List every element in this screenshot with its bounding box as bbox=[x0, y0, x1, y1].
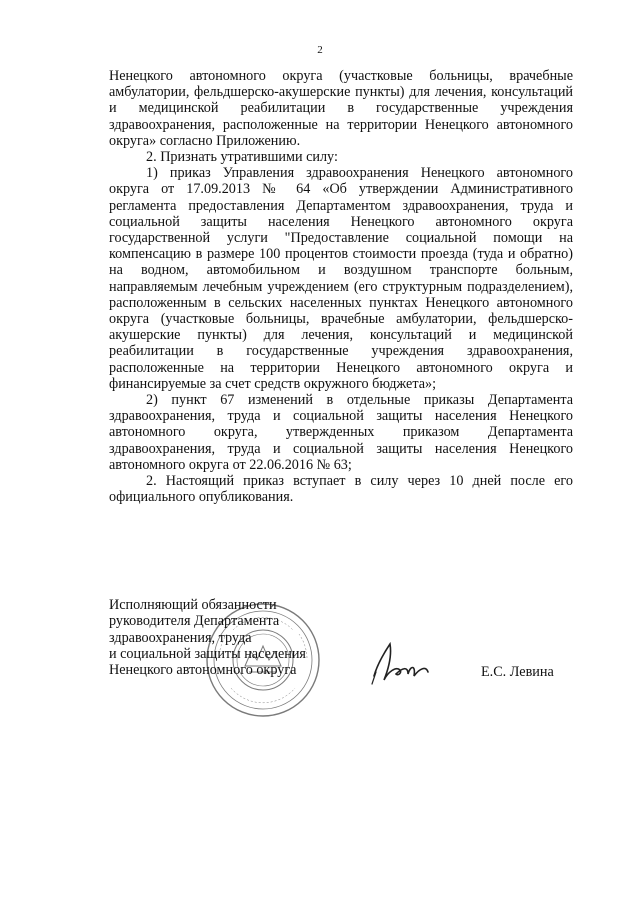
signatory-position-line: Ненецкого автономного округа bbox=[109, 662, 297, 679]
paragraph-repeal-heading: 2. Признать утратившими силу: bbox=[146, 149, 338, 166]
paragraph-repeal-item-2: 2) пункт 67 изменений в отдельные приказы Департамента здравоохранения, труда и социальной защиты населения Ненецкого автономного округа, утвержденных приказом Департамента здравоохранения, труда и социальной защиты населения Ненецкого автономного округа от 22.06.2016 № 63; bbox=[109, 392, 573, 473]
signatory-name: Е.С. Левина bbox=[481, 664, 554, 680]
signatory-position-line: и социальной защиты населения bbox=[109, 645, 306, 662]
signatory-position-line: руководителя Департамента bbox=[109, 613, 280, 630]
signatory-position-line: здравоохранения, труда bbox=[109, 629, 252, 646]
paragraph-repeal-item-1: 1) приказ Управления здравоохранения Ненецкого автономного округа от 17.09.2013 № 64 «Об утверждении Административного регламента предоставления Департаментом здравоохранения, труда и социальной защиты населения Ненецкого автономного округа государственной услуги "Предоставление социальной помощи на компенсацию в размере 100 процентов стоимости проезда (туда и обратно) на водном, автомобильном и воздушном транспорте больным, направляемым лечебным учреждением (его структурным подразделением), расположенным в сельских населенных пунктах Ненецкого автономного округа (участковые больницы, врачебные амбулатории, фельдшерско-акушерские пункты) для лечения, консультаций и медицинской реабилитации в государственные учреждения здравоохранения, расположенные на территории Ненецкого автономного округа и финансируемые за счет средств окружного бюджета»; bbox=[109, 165, 573, 392]
signatory-position-line: Исполняющий обязанности bbox=[109, 597, 277, 613]
page-number: 2 bbox=[317, 44, 323, 56]
paragraph-effective-date: 2. Настоящий приказ вступает в силу через 10 дней после его официального опубликования. bbox=[109, 473, 573, 506]
document-body bbox=[109, 68, 573, 505]
signatory-position bbox=[109, 597, 306, 678]
paragraph-continuation: Ненецкого автономного округа (участковые больницы, врачебные амбулатории, фельдшерско-акушерские пункты) для лечения, консультаций и медицинской реабилитации в государственные учреждения здравоохранения, расположенные на территории Ненецкого автономного округа» согласно Приложению. bbox=[109, 68, 573, 149]
handwritten-signature-icon bbox=[368, 640, 438, 686]
